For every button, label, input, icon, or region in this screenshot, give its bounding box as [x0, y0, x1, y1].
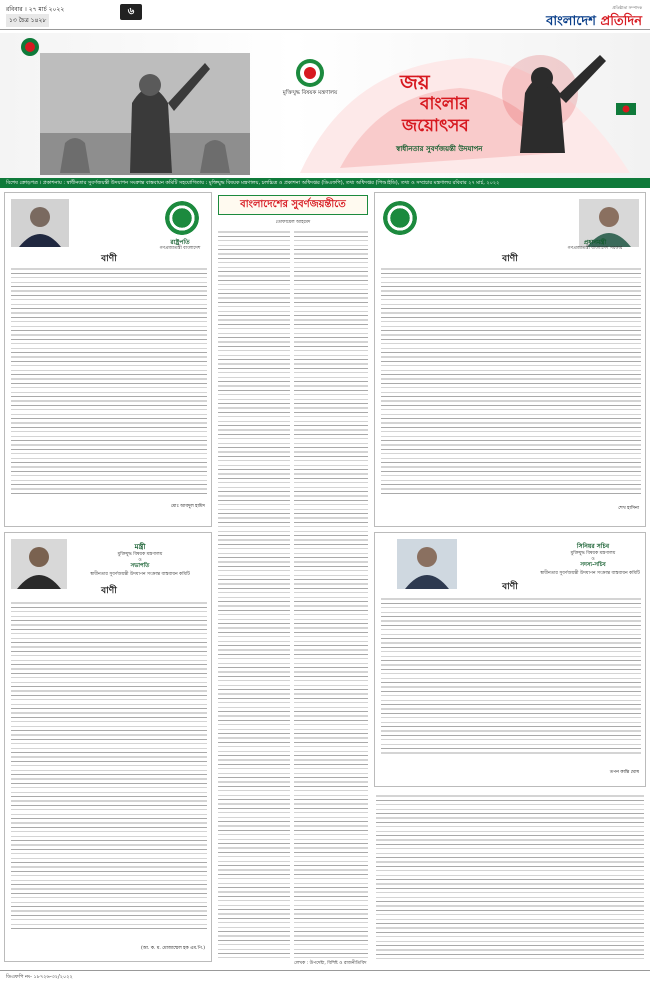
masthead-part1: বাংলাদেশ [546, 14, 601, 29]
president-photo [11, 199, 69, 247]
slogan-word-3: জয়োৎসব [402, 116, 469, 136]
minister-photo [11, 539, 67, 589]
secretary-photo [397, 539, 457, 589]
article-column-2 [294, 228, 368, 958]
secretary-role-member: সদস্য-সচিব [580, 562, 606, 568]
president-message [4, 192, 212, 527]
minister-signature: (আ. ক. ম. মোজাম্মেল হক এম.পি.) [141, 946, 205, 951]
president-seal-icon [165, 201, 199, 235]
dfp-code: ডিএফপি নং- ১৮৭২৬-৩২/২০২২ [6, 974, 73, 980]
secretary-role-title: সিনিয়র সচিব [576, 543, 610, 550]
president-signature: মোঃ আবদুল হামিদ [170, 504, 205, 509]
article-footnote: লেখক : উপদেষ্টা, বিশিষ্ট ও রাজনীতিবিদ [294, 961, 367, 966]
pm-message [374, 192, 646, 527]
issue-date: রবিবার । ২৭ মার্চ ২০২২ [6, 6, 65, 13]
president-country: গণপ্রজাতন্ত্রী বাংলাদেশ [159, 246, 201, 251]
secretary-signature: তপন কান্তি ঘোষ [609, 770, 639, 775]
pm-seal-icon [383, 201, 417, 235]
president-bani-heading: বাণী [101, 254, 117, 264]
minister-role-ministry: মুক্তিযুদ্ধ বিষয়ক মন্ত্রণালয় [117, 552, 163, 557]
anniversary-logo [21, 38, 39, 56]
minister-role-chair: সভাপতি [130, 563, 150, 569]
banner-artwork [0, 33, 650, 178]
president-role: রাষ্ট্রপতি [170, 239, 190, 246]
secretary-role-and: ও [591, 557, 595, 562]
minister-role-committee: স্বাধীনতার সুবর্ণজয়ন্তী উদযাপন সংক্রান্ত বাস্তবায়ন কমিটি [90, 572, 190, 577]
article-continuation [376, 792, 644, 962]
page-number: ৬ [120, 4, 142, 20]
pm-signature: শেখ হাসিনা [618, 506, 639, 511]
pm-role: প্রধানমন্ত্রী [583, 239, 607, 246]
masthead [546, 5, 642, 33]
secretary-message [374, 532, 646, 787]
pm-bani-heading: বাণী [502, 254, 518, 264]
article-title: বাংলাদেশের সুবর্ণজয়ন্তীতে [218, 195, 368, 215]
issue-date-bangla: ১৩ চৈত্র ১৪২৮ [6, 14, 49, 27]
banner-subtitle: স্বাধীনতার সুবর্ণজয়ন্তী উদযাপন [396, 145, 483, 153]
slogan-word-2: বাংলার [420, 94, 469, 114]
pm-message-text [381, 265, 641, 497]
minister-message [4, 532, 212, 962]
masthead-logo [546, 12, 642, 33]
page-header [0, 0, 650, 30]
secretary-bani-heading: বাণী [502, 582, 518, 592]
page-footer [0, 970, 650, 984]
info-band: বিশেষ ক্রোড়পত্র । প্রকাশনায় : স্বাধীনতার সুবর্ণজয়ন্তী উদযাপন সংক্রান্ত বাস্তবায়ন কমিটি সহযোগিতায় : মুক্তিযুদ্ধ বিষয়ক মন্ত্রণালয়, চলচ্চিত্র ও প্রকাশনা অধিদপ্তর (ডিএফপি), তথ্য অধিদপ্তর (পিআইডি), তথ্য ও সম্প্রচার মন্ত্রণালয় রবিবার ২৭ মার্চ, ২০২২ [0, 178, 650, 188]
masthead-subtitle: প্রতিষ্ঠাতা সম্পাদক [612, 5, 642, 10]
secretary-role-ministry: মুক্তিযুদ্ধ বিষয়ক মন্ত্রণালয় [570, 551, 616, 556]
ministry-name: মুক্তিযুদ্ধ বিষয়ক মন্ত্রণালয় [282, 90, 338, 96]
minister-message-text [11, 599, 207, 929]
article-column-1 [218, 228, 290, 958]
secretary-message-text [381, 595, 641, 755]
minister-role-and: ও [138, 558, 142, 563]
minister-role-title: মন্ত্রী [134, 543, 146, 551]
banner [0, 33, 650, 178]
secretary-role-committee: স্বাধীনতার সুবর্ণজয়ন্তী উদযাপন সংক্রান্ত বাস্তবায়ন কমিটি [540, 571, 640, 576]
pm-country: গণপ্রজাতন্ত্রী বাংলাদেশ সরকার [567, 246, 623, 251]
slogan-word-1: জয় [400, 70, 430, 94]
minister-bani-heading: বাণী [101, 586, 117, 596]
leader-photo-left [40, 53, 250, 175]
president-message-text [11, 265, 207, 497]
government-seal [296, 59, 324, 87]
masthead-part2: প্রতিদিন [600, 14, 642, 29]
article-author: তোফায়েল আহমেদ [275, 220, 311, 225]
